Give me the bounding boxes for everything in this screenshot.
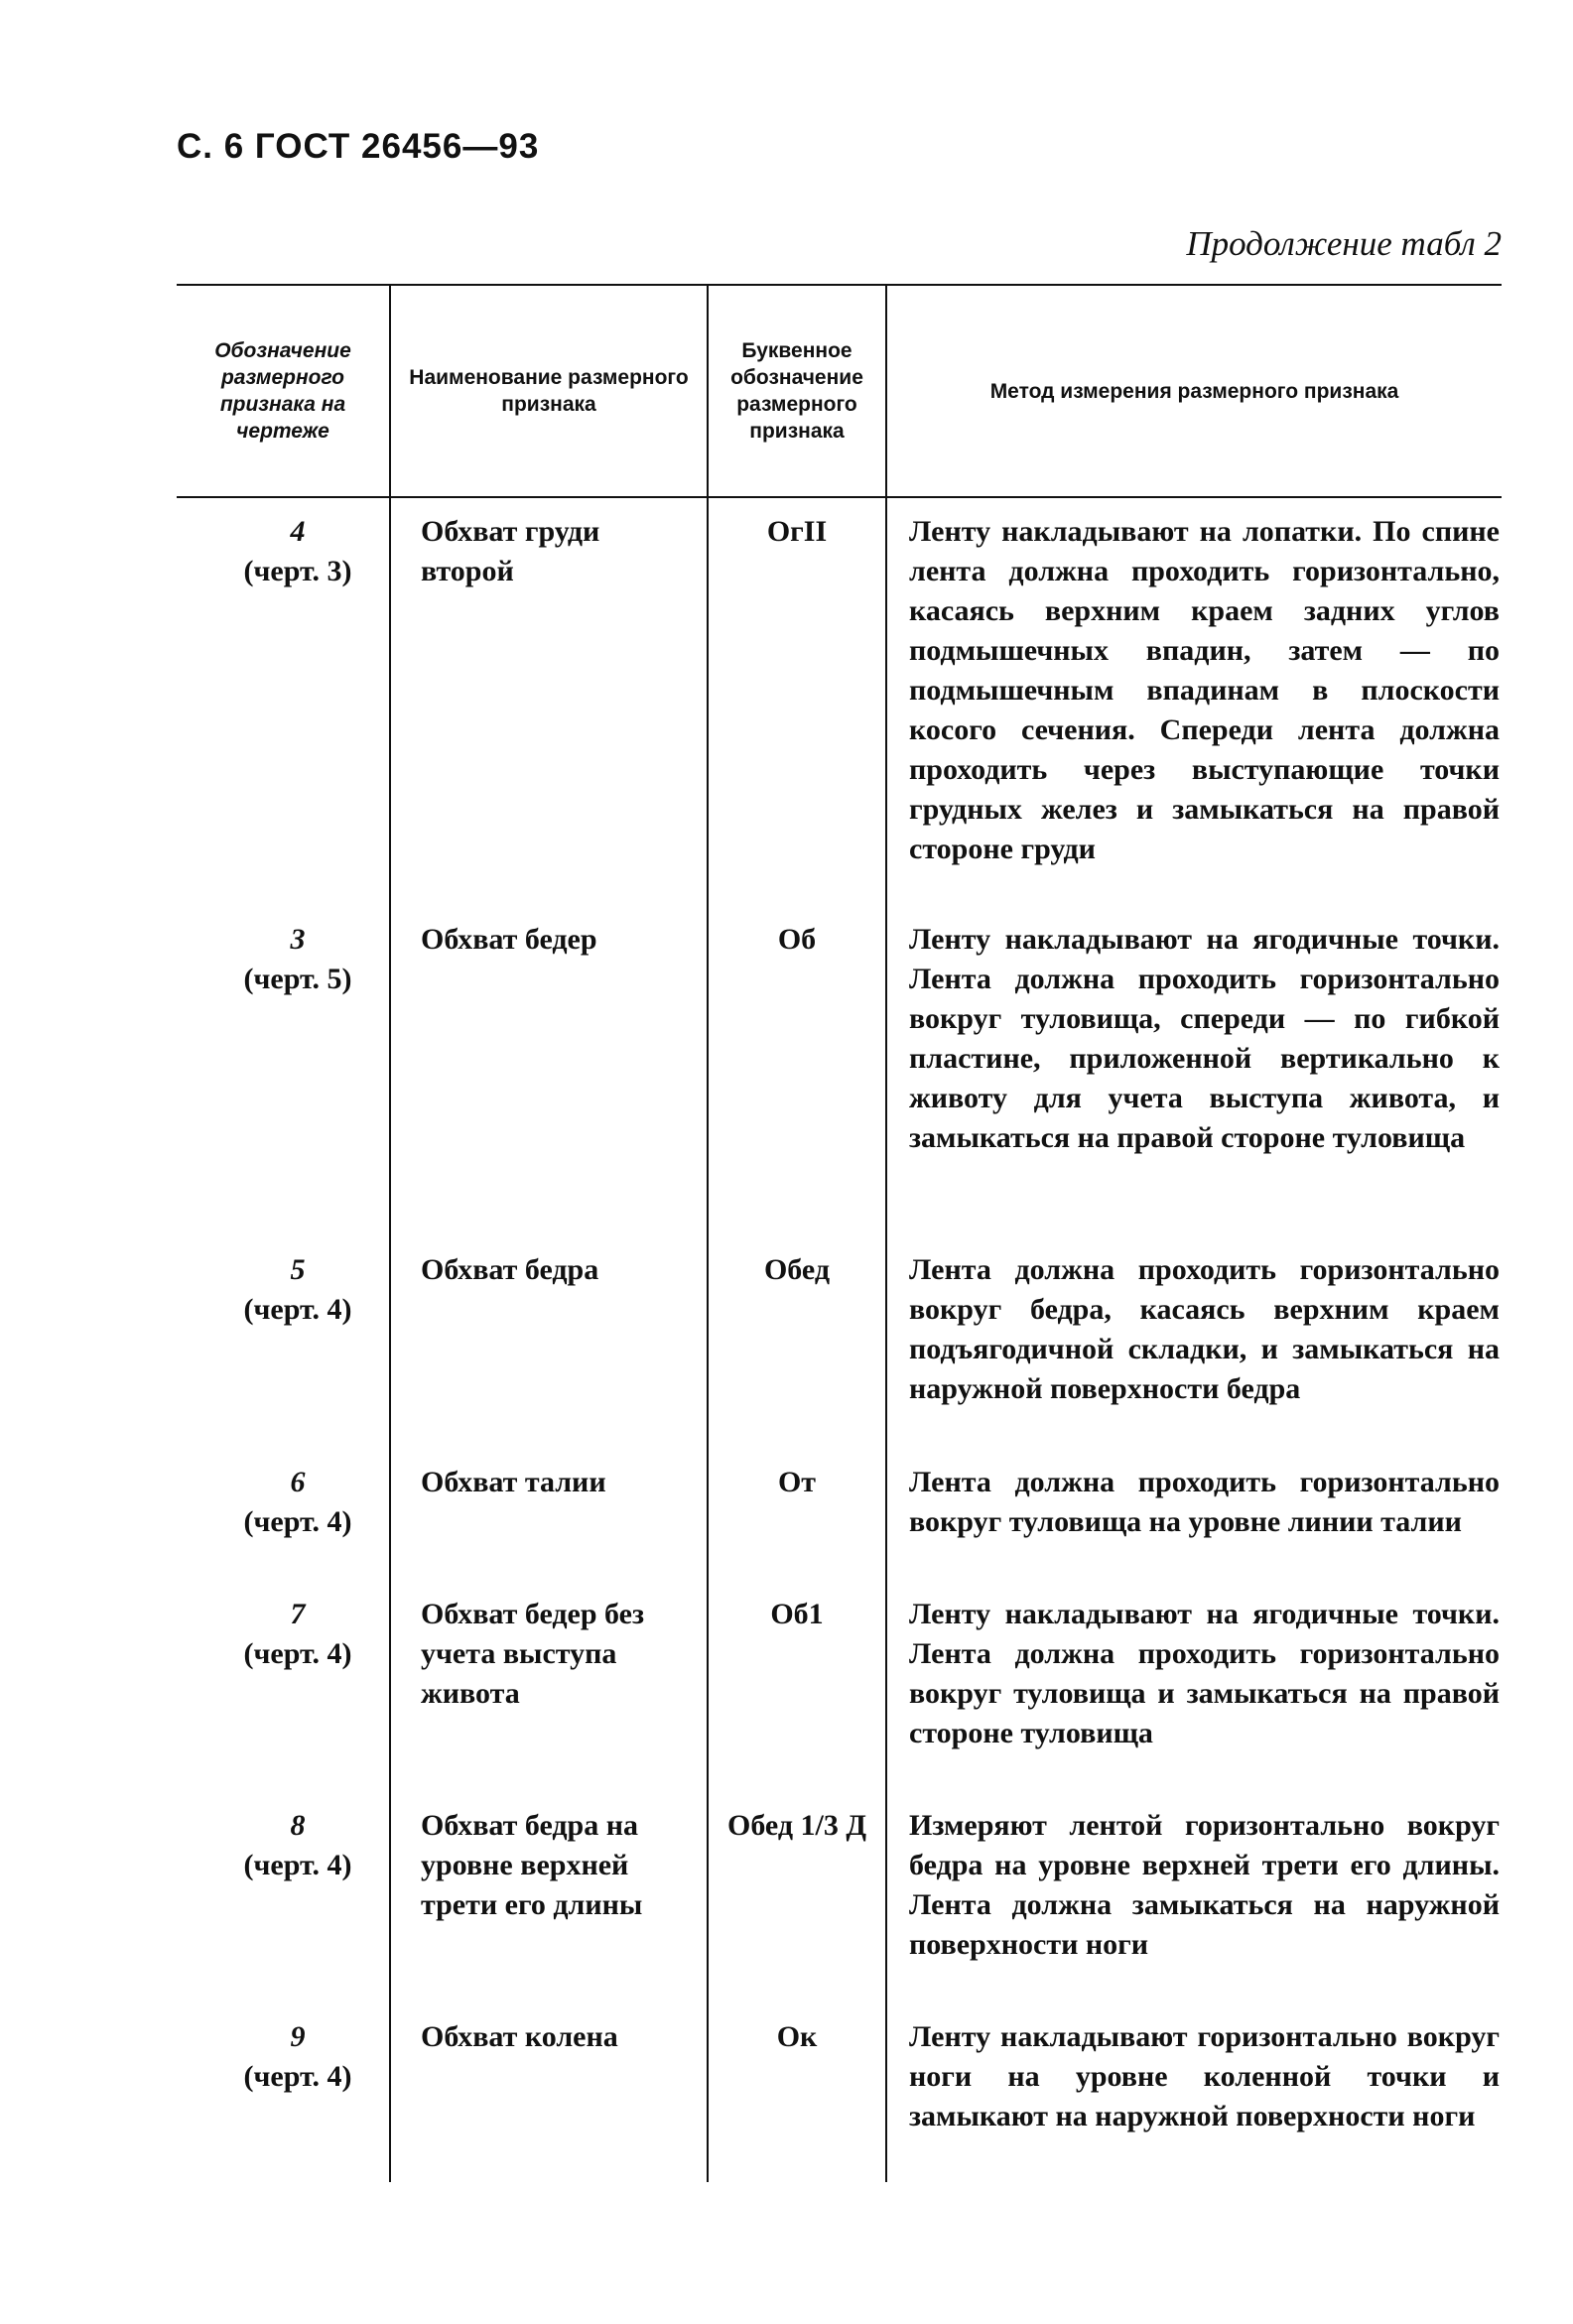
table-row [177, 1236, 1502, 1449]
measurement-name: Обхват бедра [390, 1236, 708, 1449]
letter-designation: Обед 1/3 Д [708, 1792, 886, 2003]
designation-cell [177, 1792, 390, 2003]
measurement-name: Обхват бедер [390, 906, 708, 1236]
measurement-method: Ленту накладывают горизонтально вокруг ноги на уровне коленной точки и замыкают на наружной поверхности ноги [886, 2003, 1502, 2182]
table-row [177, 2003, 1502, 2182]
measurement-name: Обхват бедра на уровне верхней трети его длины [390, 1792, 708, 2003]
letter-designation: Ок [708, 2003, 886, 2182]
measurement-method: Измеряют лентой горизонтально вокруг бедра на уровне верхней трети его длины. Лента должна замыкаться на наружной поверхности ноги [886, 1792, 1502, 2003]
drawing-reference: (черт. 4) [243, 2060, 352, 2093]
letter-designation: Об [708, 906, 886, 1236]
header-method: Метод измерения размерного признака [886, 285, 1502, 497]
table-header-row [177, 285, 1502, 497]
designation-number: 7 [290, 1598, 306, 1630]
designation-number: 6 [290, 1466, 306, 1498]
header-name: Наименование размерного признака [390, 285, 708, 497]
designation-number: 4 [290, 515, 306, 548]
letter-designation: От [708, 1449, 886, 1581]
measurement-table-container [177, 284, 1502, 2182]
drawing-reference: (черт. 3) [243, 555, 352, 587]
measurement-name: Обхват бедер без учета выступа живота [390, 1581, 708, 1792]
designation-cell [177, 1236, 390, 1449]
designation-number: 9 [290, 2020, 306, 2053]
measurement-name: Обхват колена [390, 2003, 708, 2182]
designation-cell [177, 1449, 390, 1581]
table-row [177, 497, 1502, 906]
measurement-method: Ленту накладывают на ягодичные точки. Лента должна проходить горизонтально вокруг туловища, спереди — по гибкой пластине, приложенной вертикально к животу для учета выступа живота, и замыкаться на правой стороне туловища [886, 906, 1502, 1236]
table-row [177, 1581, 1502, 1792]
drawing-reference: (черт. 4) [243, 1849, 352, 1881]
letter-designation: Обед [708, 1236, 886, 1449]
measurement-method: Лента должна проходить горизонтально вокруг бедра, касаясь верхним краем подъягодичной складки, и замыкаться на наружной поверхности бедра [886, 1236, 1502, 1449]
measurement-table [177, 284, 1502, 2182]
table-caption: Продолжение табл 2 [1186, 224, 1502, 263]
designation-cell [177, 906, 390, 1236]
letter-designation: Об1 [708, 1581, 886, 1792]
drawing-reference: (черт. 4) [243, 1293, 352, 1326]
designation-cell [177, 2003, 390, 2182]
designation-cell [177, 497, 390, 906]
measurement-name: Обхват талии [390, 1449, 708, 1581]
drawing-reference: (черт. 4) [243, 1505, 352, 1538]
header-letter: Буквенное обозначение размерного признака [708, 285, 886, 497]
table-row [177, 1792, 1502, 2003]
designation-cell [177, 1581, 390, 1792]
designation-number: 5 [290, 1253, 306, 1286]
measurement-method: Ленту накладывают на лопатки. По спине лента должна проходить горизонтально, касаясь верхним краем задних углов подмышечных впадин, затем — по подмышечным впадинам в плоскости косого сечения. Спереди лента должна проходить через выступающие точки грудных желез и замыкаться на правой стороне груди [886, 497, 1502, 906]
table-row [177, 1449, 1502, 1581]
measurement-name: Обхват груди второй [390, 497, 708, 906]
page-header: С. 6 ГОСТ 26456—93 [177, 127, 540, 166]
measurement-method: Ленту накладывают на ягодичные точки. Лента должна проходить горизонтально вокруг туловища и замыкаться на правой стороне туловища [886, 1581, 1502, 1792]
letter-designation: ОгII [708, 497, 886, 906]
table-row [177, 906, 1502, 1236]
drawing-reference: (черт. 4) [243, 1637, 352, 1670]
designation-number: 3 [290, 923, 306, 956]
drawing-reference: (черт. 5) [243, 963, 352, 995]
measurement-method: Лента должна проходить горизонтально вокруг туловища на уровне линии талии [886, 1449, 1502, 1581]
designation-number: 8 [290, 1809, 306, 1842]
header-designation: Обозначение размерного признака на чертеже [177, 285, 390, 497]
